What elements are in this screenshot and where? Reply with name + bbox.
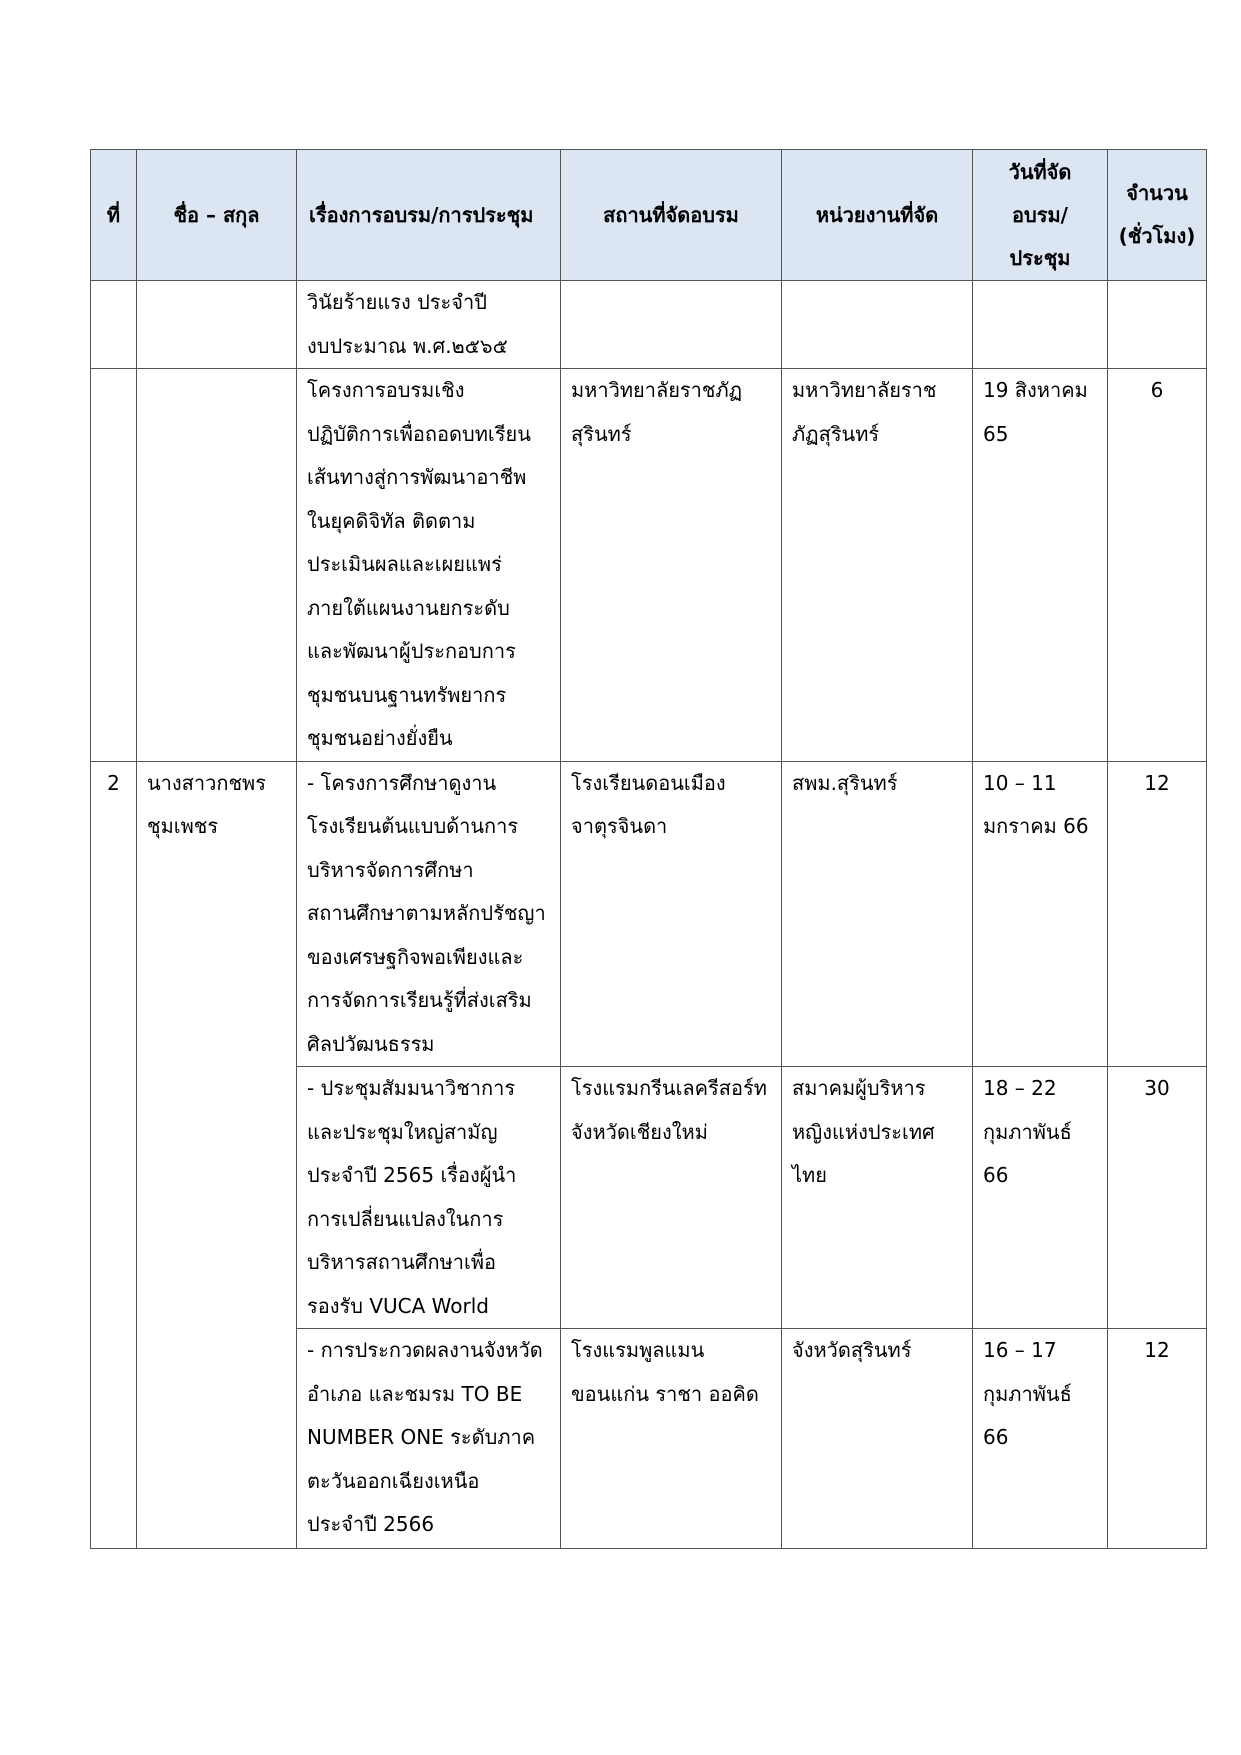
- cell-no: [91, 281, 137, 369]
- table-row: [91, 761, 1207, 1067]
- header-venue: สถานที่จัดอบรม: [561, 150, 782, 281]
- cell-venue: โรงเรียนดอนเมือง จาตุรจินดา: [561, 761, 782, 1067]
- cell-name: [137, 281, 297, 369]
- table-row: [91, 281, 1207, 369]
- header-organizer: หน่วยงานที่จัด: [782, 150, 973, 281]
- cell-hours: 6: [1108, 369, 1207, 762]
- cell-topic: โครงการอบรมเชิง ปฏิบัติการเพื่อถอดบทเรียน เส้นทางสู่การพัฒนาอาชีพ ในยุคดิจิทัล ติดตาม ประเมินผลและเผยแพร่ ภายใต้แผนงานยกระดับ และพัฒนาผู้ประกอบการ ชุมชนบนฐานทรัพยากร ชุมชนอย่างยั่งยืน: [297, 369, 561, 762]
- cell-date: 18 – 22 กุมภาพันธ์ 66: [973, 1067, 1108, 1329]
- training-record-table: [90, 149, 1207, 1549]
- cell-topic: วินัยร้ายแรง ประจำปี งบประมาณ พ.ศ.๒๕๖๕: [297, 281, 561, 369]
- cell-hours: 12: [1108, 1329, 1207, 1549]
- cell-date: 16 – 17 กุมภาพันธ์ 66: [973, 1329, 1108, 1549]
- header-name: ชื่อ – สกุล: [137, 150, 297, 281]
- header-no: ที่: [91, 150, 137, 281]
- cell-organizer: [782, 281, 973, 369]
- cell-date: 19 สิงหาคม 65: [973, 369, 1108, 762]
- cell-organizer: สพม.สุรินทร์: [782, 761, 973, 1067]
- cell-date: 10 – 11 มกราคม 66: [973, 761, 1108, 1067]
- cell-hours: 30: [1108, 1067, 1207, 1329]
- header-date: วันที่จัด อบรม/ ประชุม: [973, 150, 1108, 281]
- cell-venue: โรงแรมกรีนเลครีสอร์ท จังหวัดเชียงใหม่: [561, 1067, 782, 1329]
- cell-no: 2: [91, 761, 137, 1549]
- cell-venue: มหาวิทยาลัยราชภัฏ สุรินทร์: [561, 369, 782, 762]
- cell-hours: 12: [1108, 761, 1207, 1067]
- cell-hours: [1108, 281, 1207, 369]
- cell-venue: โรงแรมพูลแมน ขอนแก่น ราชา ออคิด: [561, 1329, 782, 1549]
- cell-topic: - ประชุมสัมมนาวิชาการ และประชุมใหญ่สามัญ ประจำปี 2565 เรื่องผู้นำ การเปลี่ยนแปลงในการ บริหารสถานศึกษาเพื่อ รองรับ VUCA World: [297, 1067, 561, 1329]
- header-topic: เรื่องการอบรม/การประชุม: [297, 150, 561, 281]
- cell-name: [137, 369, 297, 762]
- cell-topic: - โครงการศึกษาดูงาน โรงเรียนต้นแบบด้านการ บริหารจัดการศึกษา สถานศึกษาตามหลักปรัชญา ของเศรษฐกิจพอเพียงและ การจัดการเรียนรู้ที่ส่งเสริม ศิลปวัฒนธรรม: [297, 761, 561, 1067]
- cell-organizer: สมาคมผู้บริหาร หญิงแห่งประเทศ ไทย: [782, 1067, 973, 1329]
- cell-venue: [561, 281, 782, 369]
- cell-organizer: จังหวัดสุรินทร์: [782, 1329, 973, 1549]
- cell-no: [91, 369, 137, 762]
- cell-organizer: มหาวิทยาลัยราช ภัฏสุรินทร์: [782, 369, 973, 762]
- table-row: [91, 369, 1207, 762]
- header-hours: จำนวน (ชั่วโมง): [1108, 150, 1207, 281]
- cell-date: [973, 281, 1108, 369]
- cell-name: นางสาวกชพร ชุมเพชร: [137, 761, 297, 1549]
- cell-topic: - การประกวดผลงานจังหวัด อำเภอ และชมรม TO BE NUMBER ONE ระดับภาค ตะวันออกเฉียงเหนือ ประจำปี 2566: [297, 1329, 561, 1549]
- table-header-row: [91, 150, 1207, 281]
